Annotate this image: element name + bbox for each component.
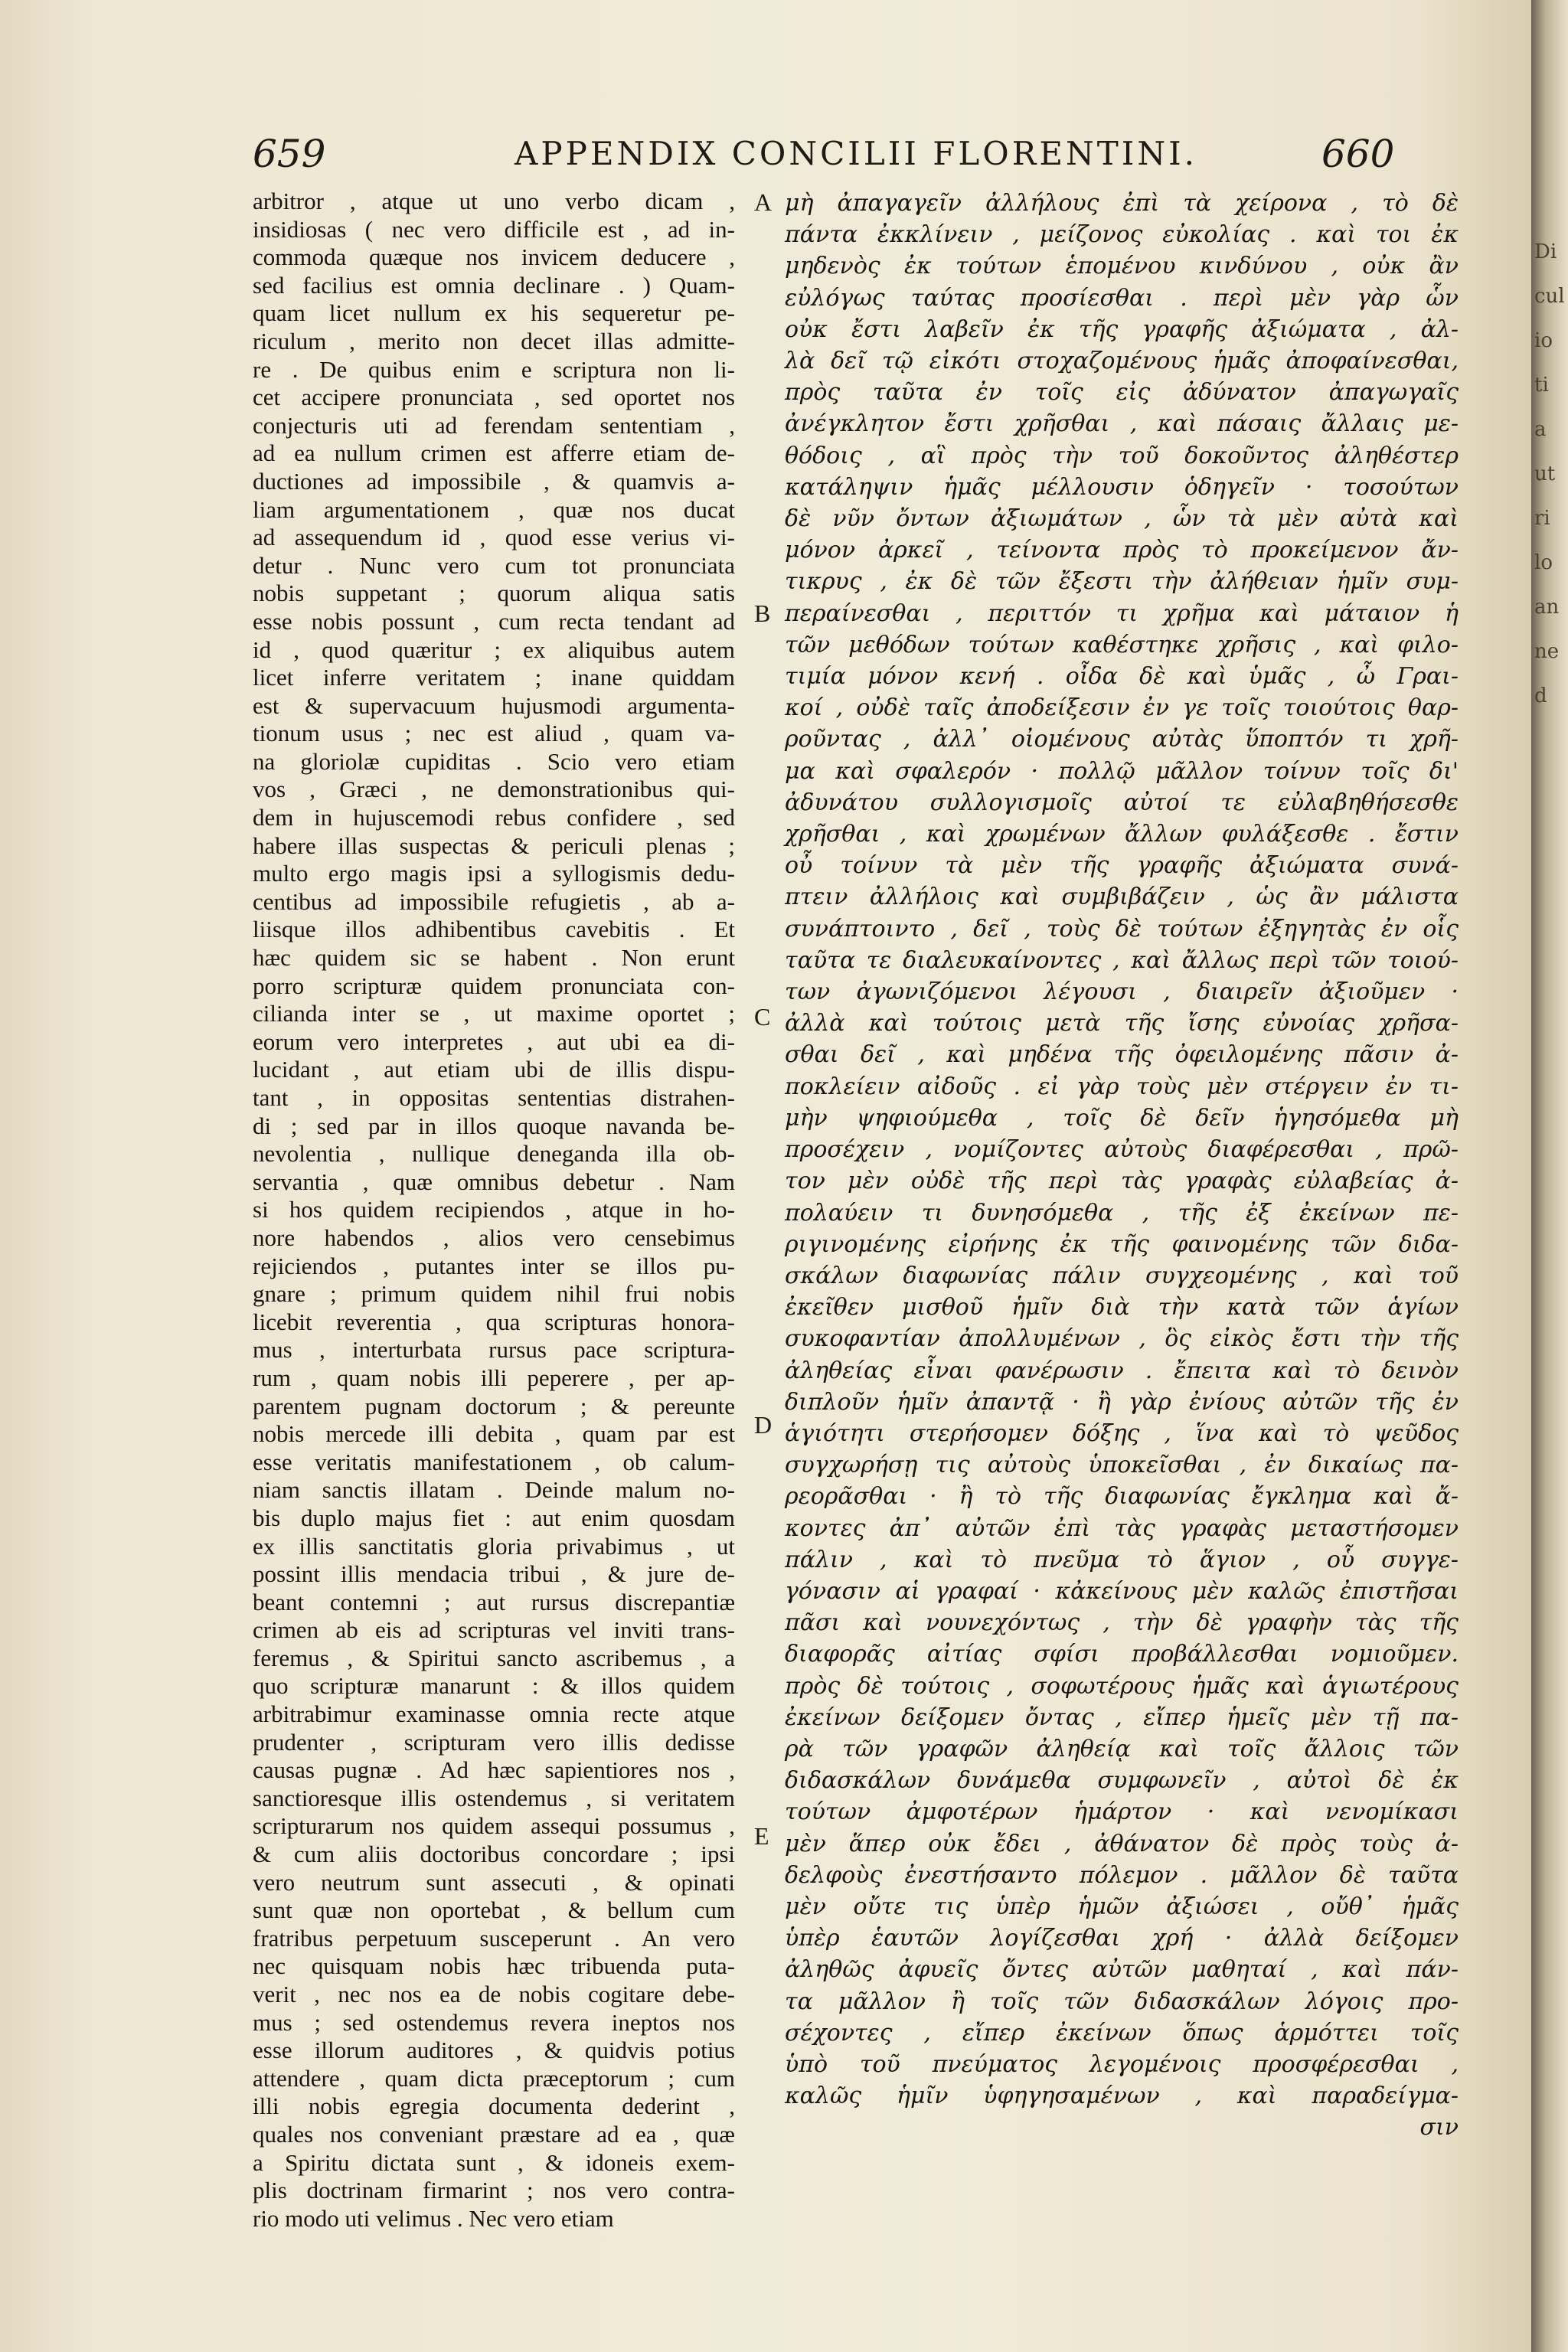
greek-line: καλῶς ἡμῖν ὑφηγησαμένων , καὶ παραδείγμα-: [785, 2082, 1459, 2110]
latin-line: parentem pugnam doctorum ; & pereunte: [253, 1392, 735, 1419]
greek-line: τούτων ἀμφοτέρων ἡμάρτον · καὶ νενομίκασι: [785, 1798, 1459, 1826]
greek-line: ἐκεῖθεν μισθοῦ ἡμῖν διὰ τὴν κατὰ τῶν ἁγίων: [785, 1294, 1459, 1321]
greek-line: λὰ δεῖ τῷ εἰκότι στοχαζομένους ἡμᾶς ἀποφαίνεσθαι,: [785, 348, 1459, 375]
latin-line: nobis mercede illi debita , quam par est: [253, 1420, 735, 1448]
latin-line: eorum vero interpretes , aut ubi ea di-: [253, 1027, 735, 1055]
greek-line: των ἀγωνιζόμενοι λέγουσι , διαιρεῖν ἀξιοῦμεν ·: [785, 978, 1459, 1006]
greek-line: ρεορᾶσθαι · ἢ τὸ τῆς διαφωνίας ἔγκλημα καὶ ἄ-: [785, 1483, 1459, 1511]
latin-line: mus ; sed ostendemus revera ineptos nos: [253, 2008, 735, 2036]
latin-line: plis doctrinam firmarint ; nos vero contra-: [253, 2177, 735, 2204]
latin-line: arbitrabimur examinasse omnia recte atque: [253, 1700, 735, 1728]
greek-line: πρὸς ταῦτα ἐν τοῖς εἰς ἀδύνατον ἀπαγωγαῖς: [785, 379, 1459, 407]
greek-line: προσέχειν , νομίζοντες αὐτοὺς διαφέρεσθαι , πρῶ-: [785, 1136, 1459, 1164]
greek-line: οὐκ ἔστι λαβεῖν ἐκ τῆς γραφῆς ἀξιώματα , ἀλ-: [785, 315, 1459, 343]
greek-line: μα καὶ σφαλερόν · πολλῷ μᾶλλον τοίνυν τοῖς δι': [785, 757, 1459, 785]
latin-line: nore habendos , alios vero censebimus: [253, 1223, 735, 1251]
latin-line: ductiones ad impossibile , & quamvis a-: [253, 467, 735, 495]
greek-line: κοντες ἀπ᾽ αὐτῶν ἐπὶ τὰς γραφὰς μεταστήσομεν: [785, 1514, 1459, 1542]
latin-line: di ; sed par in illos quoque navanda be-: [253, 1112, 735, 1139]
latin-line: rejiciendos , putantes inter se illos pu-: [253, 1252, 735, 1279]
greek-line: μηδενὸς ἐκ τούτων ἑπομένου κινδύνου , οὐκ ἂν: [785, 253, 1459, 280]
latin-line: arbitror , atque ut uno verbo dicam ,: [253, 188, 735, 214]
latin-line: rum , quam nobis illi peperere , per ap-: [253, 1364, 735, 1391]
greek-line: ἀλλὰ καὶ τούτοις μετὰ τῆς ἴσης εὐνοίας χρῆσα-: [785, 1010, 1459, 1037]
latin-line: insidiosas ( nec vero difficile est , ad in-: [253, 215, 735, 243]
latin-line: mus , interturbata rursus pace scriptura-: [253, 1336, 735, 1364]
latin-line: vos , Græci , ne demonstrationibus qui-: [253, 776, 735, 803]
adjacent-page-fragment: [1534, 230, 1565, 718]
latin-line: cilianda inter se , ut maxime oportet ;: [253, 1000, 735, 1027]
greek-line: ρὰ τῶν γραφῶν ἀληθείᾳ καὶ τοῖς ἄλλοις τῶν: [785, 1735, 1459, 1762]
latin-line: possint illis mendacia tribui , & jure de-: [253, 1560, 735, 1588]
greek-line: τῶν μεθόδων τούτων καθέστηκε χρῆσις , καὶ φιλο-: [785, 631, 1459, 658]
left-page-number: 659: [253, 132, 326, 176]
latin-line: quo scripturæ manarunt : & illos quidem: [253, 1672, 735, 1700]
latin-line: riculum , merito non decet illas admitte-: [253, 327, 735, 354]
greek-line: πτειν ἀλλήλοις καὶ συμβιβάζειν , ὡς ἂν μάλιστα: [785, 884, 1459, 911]
latin-line: habere illas suspectas & periculi plenas ;: [253, 831, 735, 859]
latin-line: prudenter , scripturam vero illis dedisse: [253, 1728, 735, 1756]
margin-marker-d: D: [754, 1411, 773, 1439]
greek-line: ἀδυνάτου συλλογισμοῖς αὐτοί τε εὐλαβηθήσεσθε: [785, 789, 1459, 816]
latin-line: quam licet nullum ex his sequeretur pe-: [253, 299, 735, 327]
latin-line: sunt quæ non oportebat , & bellum cum: [253, 1896, 735, 1924]
latin-line: sanctioresque illis ostendemus , si veritatem: [253, 1784, 735, 1811]
latin-line: licebit reverentia , qua scripturas honora-: [253, 1308, 735, 1335]
latin-line: & cum aliis doctoribus concordare ; ipsi: [253, 1841, 735, 1868]
latin-line: servantia , quæ omnibus debetur . Nam: [253, 1168, 735, 1195]
latin-line: cet accipere pronunciata , sed oportet nos: [253, 384, 735, 411]
greek-line: δελφοὺς ἐνεστήσαντο πόλεμον . μᾶλλον δὲ ταῦτα: [785, 1861, 1459, 1889]
adjacent-page-fragment-line: ut: [1534, 462, 1556, 485]
adjacent-page-fragment-line: a: [1534, 418, 1547, 441]
greek-line: ἐκείνων δείξομεν ὄντας , εἴπερ ἡμεῖς μὲν τῇ πα-: [785, 1704, 1459, 1731]
adjacent-page-fragment-line: d: [1534, 684, 1547, 707]
latin-line: bis duplo majus fiet : aut enim quosdam: [253, 1504, 735, 1531]
adjacent-page-fragment-line: cul: [1534, 285, 1565, 308]
latin-line: nec quisquam nobis hæc tribuenda puta-: [253, 1952, 735, 1980]
latin-line: licet inferre veritatem ; inane quiddam: [253, 664, 735, 691]
greek-line: τα μᾶλλον ἢ τοῖς τῶν διδασκάλων λόγοις προ-: [785, 1988, 1459, 2015]
latin-line: liam argumentationem , quæ nos ducat: [253, 495, 735, 523]
greek-line: κοί , οὐδὲ ταῖς ἀποδείξεσιν ἐν γε τοῖς τοιούτοις θαρ-: [785, 694, 1459, 722]
greek-line: μὴν ψηφιούμεθα , τοῖς δὲ δεῖν ἡγησόμεθα μὴ: [785, 1104, 1459, 1132]
latin-line: gnare ; primum quidem nihil frui nobis: [253, 1280, 735, 1308]
greek-line: τον μὲν οὐδὲ τῆς περὶ τὰς γραφὰς εὐλαβείας ἀ-: [785, 1168, 1459, 1195]
greek-line: μὴ ἀπαγαγεῖν ἀλλήλους ἐπὶ τὰ χείρονα , τὸ δὲ: [785, 190, 1459, 217]
latin-line: scripturarum nos quidem assequi possumus ,: [253, 1812, 735, 1840]
latin-line: esse illorum auditores , & quidvis potius: [253, 2037, 735, 2064]
latin-line: a Spiritu dictata sunt , & idoneis exem-: [253, 2148, 735, 2176]
greek-line: πρὸς δὲ τούτοις , σοφωτέρους ἡμᾶς καὶ ἁγιωτέρους: [785, 1672, 1459, 1700]
running-title: APPENDIX CONCILII FLORENTINI.: [514, 135, 1198, 172]
greek-line: πᾶσι καὶ νουνεχόντως , τὴν δὲ γραφὴν τὰς τῆς: [785, 1609, 1459, 1637]
adjacent-page-fragment-line: io: [1534, 329, 1553, 352]
latin-line: dem in hujuscemodi rebus confidere , sed: [253, 804, 735, 831]
latin-line: causas pugnæ . Ad hæc sapientiores nos ,: [253, 1756, 735, 1784]
latin-line: multo ergo magis ipsi a syllogismis dedu-: [253, 860, 735, 887]
latin-line: verit , nec nos ea de nobis cogitare debe-: [253, 1981, 735, 2007]
greek-line: χρῆσθαι , καὶ χρωμένων ἄλλων φυλάξεσθε . ἔστιν: [785, 821, 1459, 848]
greek-line: δὲ νῦν ὄντων ἀξιωμάτων , ὧν τὰ μὲν αὐτὰ καὶ: [785, 505, 1459, 533]
latin-column: [253, 188, 735, 2233]
latin-line: na gloriolæ cupiditas . Scio vero etiam: [253, 747, 735, 775]
latin-line: commoda quæque nos invicem deducere ,: [253, 243, 735, 271]
latin-line: porro scripturæ quidem pronunciata con-: [253, 972, 735, 999]
right-page-number: 660: [1321, 132, 1395, 176]
latin-line: rio modo uti velimus . Nec vero etiam: [253, 2204, 614, 2232]
greek-line: περαίνεσθαι , περιττόν τι χρῆμα καὶ μάταιον ἡ: [785, 599, 1459, 627]
latin-line: detur . Nunc vero cum tot pronunciata: [253, 551, 735, 579]
latin-line: quales nos conveniant præstare ad ea , quæ: [253, 2120, 735, 2148]
latin-line: sed facilius est omnia declinare . ) Quam-: [253, 271, 735, 299]
latin-line: esse nobis possunt , cum recta tendant ad: [253, 607, 735, 635]
greek-line: εὐλόγως ταύτας προσίεσθαι . περὶ μὲν γὰρ ὧν: [785, 284, 1459, 312]
greek-line: ἁγιότητι στερήσομεν δόξης , ἵνα καὶ τὸ ψεῦδος: [785, 1419, 1459, 1447]
latin-line: ad assequendum id , quod esse verius vi-: [253, 524, 735, 551]
greek-line: ἀληθείας εἶναι φανέρωσιν . ἔπειτα καὶ τὸ δεινὸν: [785, 1357, 1459, 1384]
greek-line: ριγινομένης εἰρήνης ἐκ τῆς φαινομένης τῶν διδα-: [785, 1230, 1459, 1258]
greek-line: συκοφαντίαν ἀπολλυμένων , ὃς εἰκὸς ἔστι τὴν τῆς: [785, 1325, 1459, 1353]
greek-line: ποκλείειν αἰδοῦς . εἰ γὰρ τοὺς μὲν στέργειν ἐν τι-: [785, 1073, 1459, 1100]
margin-marker-b: B: [754, 599, 771, 627]
greek-line: μὲν οὔτε τις ὑπὲρ ἡμῶν ἀξιώσει , οὔθ᾽ ἡμᾶς: [785, 1893, 1459, 1920]
greek-line: συνάπτοιντο , δεῖ , τοὺς δὲ τούτων ἐξηγητὰς ἐν οἷς: [785, 915, 1459, 942]
greek-line: ταῦτα τε διαλευκαίνοντες , καὶ ἄλλως περὶ τῶν τοιού-: [785, 946, 1459, 974]
latin-line: liisque illos adhibentibus cavebitis . Et: [253, 916, 735, 943]
latin-line: ad ea nullum crimen est afferre etiam de-: [253, 439, 735, 467]
adjacent-page-fragment-line: Di: [1534, 240, 1557, 263]
greek-line: οὖ τοίνυν τὰ μὲν τῆς γραφῆς ἀξιώματα συνά-: [785, 852, 1459, 880]
greek-line: ὑπὸ τοῦ πνεύματος λεγομένοις προσφέρεσθαι ,: [785, 2050, 1459, 2078]
greek-line: σιν: [1419, 2114, 1459, 2141]
adjacent-page-fragment-line: ri: [1534, 507, 1550, 530]
greek-line: ροῦντας , ἀλλ᾽ οἰομένους αὐτὰς ὕποπτόν τι χρῆ-: [785, 726, 1459, 753]
greek-line: μὲν ἅπερ οὐκ ἔδει , ἀθάνατον δὲ πρὸς τοὺς ἀ-: [785, 1830, 1459, 1857]
greek-line: διπλοῦν ἡμῖν ἀπαντᾷ · ἢ γὰρ ἐνίους αὐτῶν τῆς ἐν: [785, 1388, 1459, 1416]
latin-line: est & supervacuum hujusmodi argumenta-: [253, 691, 735, 719]
adjacent-page-fragment-line: ti: [1534, 374, 1549, 397]
latin-line: fratribus perpetuum susceperunt . An vero: [253, 1924, 735, 1952]
greek-line: συγχωρήσῃ τις αὐτοὺς ὑποκεῖσθαι , ἐν δικαίως πα-: [785, 1452, 1459, 1479]
latin-line: lucidant , aut etiam ubi de illis dispu-: [253, 1056, 735, 1083]
latin-line: niam sanctis illatam . Deinde malum no-: [253, 1476, 735, 1504]
greek-line: πάντα ἐκκλίνειν , μείζονος εὐκολίας . καὶ τοι ἐκ: [785, 221, 1459, 249]
latin-line: conjecturis uti ad ferendam sententiam ,: [253, 411, 735, 439]
greek-line: σθαι δεῖ , καὶ μηδένα τῆς ὀφειλομένης πᾶσιν ἀ-: [785, 1041, 1459, 1069]
latin-line: attendere , quam dicta præceptorum ; cum: [253, 2064, 735, 2092]
greek-line: σκάλων διαφωνίας πάλιν συγχεομένης , καὶ τοῦ: [785, 1262, 1459, 1289]
latin-line: vero neutrum sunt assecuti , & opinati: [253, 1868, 735, 1896]
adjacent-page-fragment-line: lo: [1534, 551, 1553, 574]
margin-marker-e: E: [754, 1822, 769, 1850]
greek-line: ἀνέγκλητον ἔστι χρῆσθαι , καὶ πάσαις ἄλλαις με-: [785, 410, 1459, 438]
greek-line: κατάληψιν ἡμᾶς μέλλουσιν ὁδηγεῖν · τοσούτων: [785, 473, 1459, 501]
greek-line: γόνασιν αἱ γραφαί · κἀκείνους μὲν καλῶς ἐπιστῆσαι: [785, 1577, 1459, 1605]
latin-line: crimen ab eis ad scripturas vel inviti trans-: [253, 1616, 735, 1644]
greek-line: θόδοις , αἳ πρὸς τὴν τοῦ δοκοῦντος ἀληθέστερ: [785, 442, 1459, 469]
adjacent-page-fragment-line: ne: [1534, 640, 1560, 663]
adjacent-page-fragment-line: an: [1534, 596, 1560, 619]
greek-line: διδασκάλων δυνάμεθα συμφωνεῖν , αὐτοὶ δὲ ἐκ: [785, 1767, 1459, 1795]
greek-line: διαφορᾶς αἰτίας σφίσι προβάλλεσθαι νομιοῦμεν.: [785, 1641, 1459, 1668]
latin-line: si hos quidem recipiendos , atque in ho-: [253, 1196, 735, 1223]
greek-column: [785, 188, 1459, 2144]
latin-line: hæc quidem sic se habent . Non erunt: [253, 944, 735, 972]
greek-line: σέχοντες , εἴπερ ἐκείνων ὅπως ἁρμόττει τοῖς: [785, 2019, 1459, 2047]
latin-line: tionum usus ; nec est aliud , quam va-: [253, 720, 735, 747]
adjacent-page-edge: [1531, 0, 1568, 2352]
greek-line: πολαύειν τι δυνησόμεθα , τῆς ἐξ ἐκείνων πε-: [785, 1199, 1459, 1227]
latin-line: nevolentia , nullique deneganda illa ob-: [253, 1140, 735, 1168]
latin-line: feremus , & Spiritui sancto ascribemus , a: [253, 1644, 735, 1671]
latin-line: nobis suppetant ; quorum aliqua satis: [253, 580, 735, 607]
latin-line: centibus ad impossibile refugietis , ab a-: [253, 887, 735, 915]
latin-line: re . De quibus enim e scriptura non li-: [253, 355, 735, 383]
margin-marker-c: C: [754, 1003, 771, 1031]
greek-line: πάλιν , καὶ τὸ πνεῦμα τὸ ἅγιον , οὗ συγγε-: [785, 1546, 1459, 1573]
latin-line: esse veritatis manifestationem , ob calum-: [253, 1448, 735, 1475]
latin-line: illi nobis egregia documenta dederint ,: [253, 2092, 735, 2120]
greek-line: ὑπὲρ ἑαυτῶν λογίζεσθαι χρή · ἀλλὰ δείξομεν: [785, 1925, 1459, 1952]
latin-line: id , quod quæritur ; ex aliquibus autem: [253, 635, 735, 663]
greek-line: τιμία μόνον κενή . οἶδα δὲ καὶ ὑμᾶς , ὦ Γραι-: [785, 663, 1459, 691]
latin-line: beant contemni ; aut rursus discrepantiæ: [253, 1588, 735, 1615]
latin-line: ex illis sanctitatis gloria privabimus , ut: [253, 1532, 735, 1560]
greek-line: μόνον ἀρκεῖ , τείνοντα πρὸς τὸ προκείμενον ἄν-: [785, 537, 1459, 564]
latin-line: tant , in oppositas sententias distrahen-: [253, 1084, 735, 1111]
margin-marker-a: A: [754, 188, 773, 216]
greek-line: ἀληθῶς ἀφυεῖς ὄντες αὐτῶν μαθηταί , καὶ πάν-: [785, 1956, 1459, 1984]
greek-line: τικρυς , ἐκ δὲ τῶν ἔξεστι τὴν ἀλήθειαν ἡμῖν συμ-: [785, 568, 1459, 596]
